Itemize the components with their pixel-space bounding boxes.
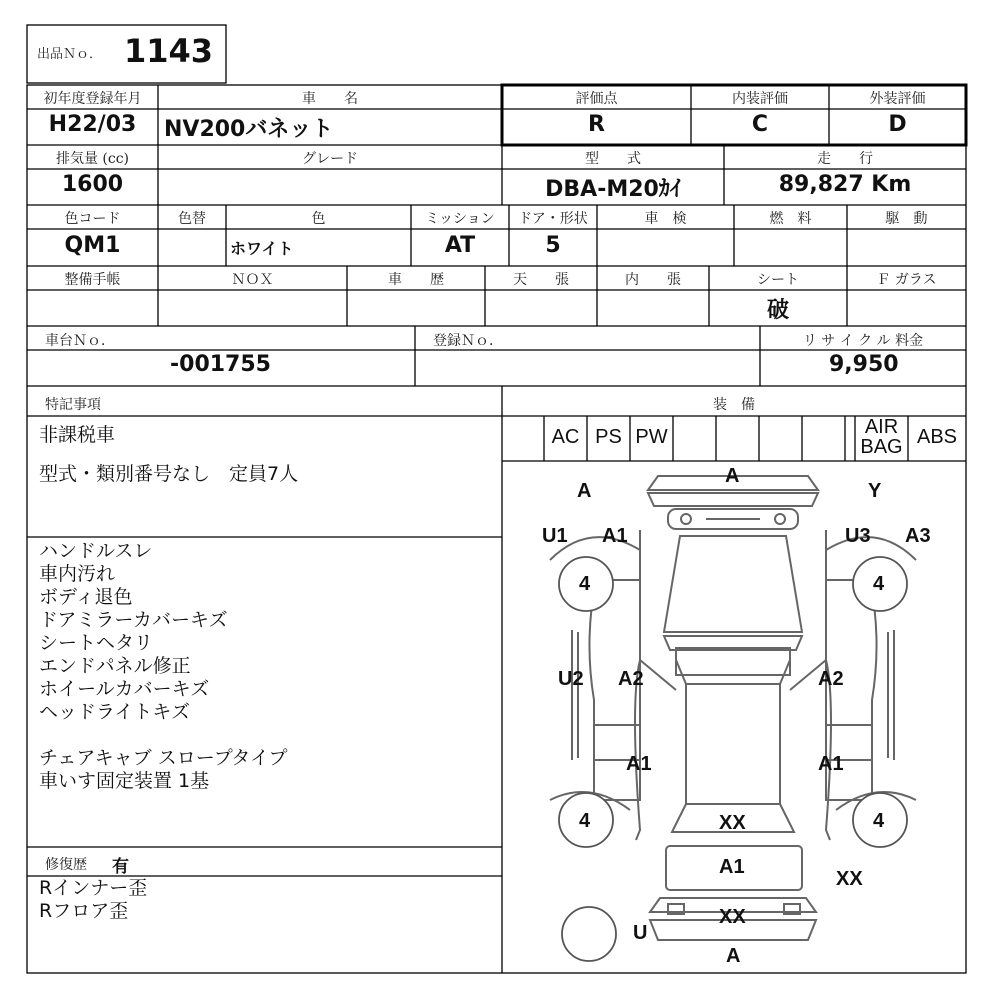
mark-tire-fl: 4 [579,573,591,595]
mark-tire-rr: 4 [873,810,885,832]
chassis-value: -001755 [170,352,271,377]
fglass-label: Ｆ ガラス [876,272,937,288]
mark-a-top-center: A [725,465,740,487]
mark-xx-floor: XX [719,812,746,834]
note-item: ボディ退色 [39,586,133,608]
mark-a1-front-left: A1 [602,525,628,547]
car-name: NV200バネット [164,117,334,142]
mark-a2-left: A2 [618,668,644,690]
mission-value: AT [444,233,476,258]
seat-label: シート [757,272,799,288]
lot-number: 1143 [124,32,214,70]
note-item: ホイールカバーキズ [39,678,210,700]
note-item: ヘッドライトキズ [39,701,191,723]
drive-label: 駆 動 [885,211,928,227]
fuel-label: 燃 料 [769,211,812,227]
note-line-1: 非課税車 [39,424,116,446]
mileage-value: 89,827 Km [778,172,912,197]
notes-label: 特記事項 [45,397,101,413]
door-label: ドア・形状 [518,211,588,227]
equip-pw: PW [635,426,668,448]
score-value: R [588,112,605,137]
note-item: 車内汚れ [39,563,116,585]
mark-u3: U3 [845,525,871,547]
note-item: シートヘタリ [39,632,154,654]
mark-y-top-right: Y [868,480,882,502]
note-item: チェアキャブ スロープタイプ [39,747,288,769]
repair-item: Rフロア歪 [39,900,129,922]
equip-ac: AC [551,426,580,448]
colorcode-label: 色コード [64,211,121,227]
mark-tire-fr: 4 [873,573,885,595]
chassis-label: 車台Ｎｏ． [45,333,115,349]
mark-u1: U1 [542,525,568,547]
history-label: 車 歴 [388,272,444,288]
recycle-value: 9,950 [829,352,899,377]
color-value: ホワイト [230,239,294,258]
nox-label: ＮＯＸ [231,272,274,288]
color-label: 色 [311,211,326,227]
note-item: 車いす固定装置 1基 [39,770,210,792]
mileage-label: 走 行 [817,151,873,167]
mark-a-top-left: A [577,480,592,502]
note-item: ハンドルスレ [39,540,153,562]
repair-item: Rインナー歪 [39,877,148,899]
name-label: 車 名 [302,91,358,107]
colorchange-label: 色替 [178,211,206,227]
inspection-label: 車 検 [644,211,687,227]
score-label: 評価点 [575,91,618,107]
mark-a1-back: A1 [719,856,745,878]
equip-ps: PS [595,426,622,448]
interior-label: 内装評価 [732,91,788,107]
reg-value: H22/03 [48,112,137,137]
model-value: DBA-M20ｶｲ [545,177,681,202]
exterior-value: D [888,112,907,137]
note-item: エンドパネル修正 [39,655,191,677]
mission-label: ミッション [425,211,495,227]
regno-label: 登録Ｎｏ． [433,333,503,349]
mark-a2-right: A2 [818,668,844,690]
ceiling-label: 天 張 [513,272,569,288]
grade-label: グレード [302,151,358,167]
mark-a3: A3 [905,525,931,547]
inner-label: 内 張 [625,272,681,288]
model-label: 型 式 [585,151,641,167]
mark-a-bottom: A [726,945,741,967]
colorcode-value: QM1 [64,233,121,258]
mark-xx-right: XX [836,868,863,890]
equip-abs: ABS [916,426,958,448]
recycle-label: リ サ イ ク ル 料金 [802,333,924,349]
mark-a1-rear-left: A1 [626,753,652,775]
repair-label: 修復歴 [45,857,87,873]
cc-value: 1600 [61,172,124,197]
interior-value: C [751,112,769,137]
reg-label: 初年度登録年月 [43,91,142,107]
exterior-label: 外装評価 [869,91,926,107]
seat-value: 破 [766,298,789,323]
equip-airbag: AIR BAG [860,416,903,458]
note-line-2: 型式・類別番号なし 定員7人 [39,463,299,485]
cc-label: 排気量 (cc) [55,151,130,167]
mark-xx-bumper: XX [719,906,746,928]
mark-tire-rl: 4 [579,810,591,832]
note-item: ドアミラーカバーキズ [39,609,228,631]
mark-u2: U2 [558,668,584,690]
equipment-label: 装 備 [713,397,755,413]
mark-u-spare: U [633,922,648,944]
maint-label: 整備手帳 [64,272,121,288]
repair-value: 有 [112,857,129,877]
mark-a1-rear-right: A1 [818,753,844,775]
door-value: 5 [545,233,561,258]
lot-label: 出品Ｎｏ． [37,47,103,62]
